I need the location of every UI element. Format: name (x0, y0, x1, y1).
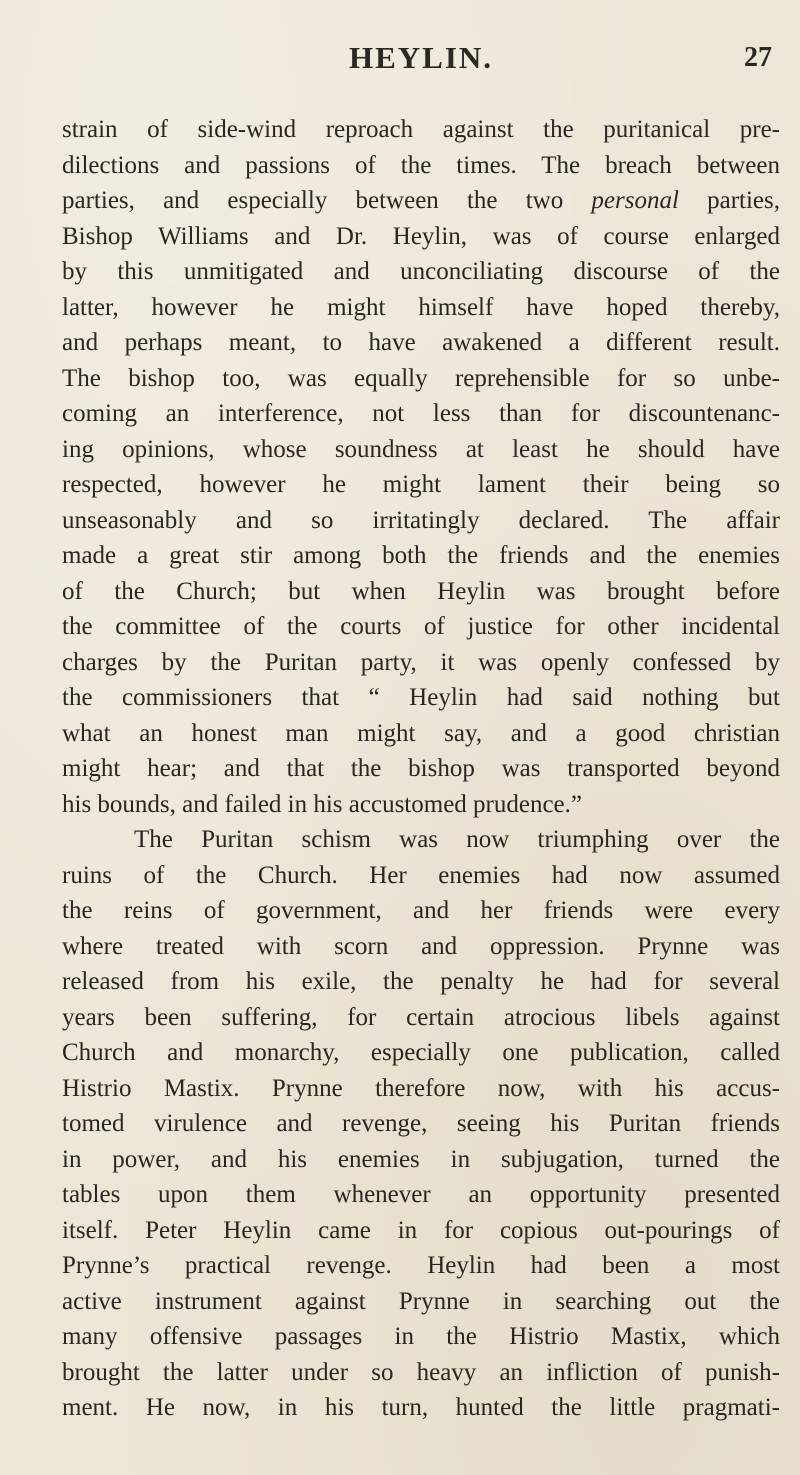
text-line: unseasonably and so irritatingly declared. The affair (62, 506, 780, 534)
text-line: ment. He now, in his turn, hunted the little pragmati- (62, 1394, 780, 1421)
text-line: Church and monarchy, especially one publication, called (62, 1039, 780, 1066)
text-line: the commissioners that “ Heylin had said nothing but (62, 684, 780, 711)
text-line: Prynne’s practical revenge. Heylin had been a most (62, 1252, 780, 1279)
text-line: The Puritan schism was now triumphing over the (134, 826, 780, 853)
text-line: charges by the Puritan party, it was openly confessed by (62, 648, 780, 676)
running-head (62, 40, 780, 86)
text-line: brought the latter under so heavy an infliction of punish- (62, 1358, 780, 1386)
text-line: made a great stir among both the friends and the enemies (62, 542, 780, 569)
text-line: in power, and his enemies in subjugation, turned the (62, 1145, 780, 1173)
text-line: where treated with scorn and oppression. Prynne was (62, 932, 780, 960)
text-line: Histrio Mastix. Prynne therefore now, with his accus- (62, 1074, 780, 1102)
body-text (62, 112, 780, 1426)
text-line: coming an interference, not less than for discountenanc- (62, 400, 780, 427)
text-line: latter, however he might himself have hoped thereby, (62, 293, 780, 321)
text-line: ing opinions, whose soundness at least he should have (62, 435, 780, 463)
text-line: respected, however he might lament their being so (62, 471, 780, 498)
book-page (62, 40, 780, 1426)
text-line: itself. Peter Heylin came in for copious out-pourings of (62, 1216, 780, 1244)
text-line: active instrument against Prynne in searching out the (62, 1287, 780, 1315)
text-line: dilections and passions of the times. The breach between (62, 151, 780, 179)
page-number: 27 (744, 42, 772, 73)
text-line: The bishop too, was equally reprehensible for so unbe- (62, 364, 780, 392)
text-line: tomed virulence and revenge, seeing his Puritan friends (62, 1110, 780, 1137)
text-line: ruins of the Church. Her enemies had now assumed (62, 861, 780, 889)
text-line: tables upon them whenever an opportunity presented (62, 1181, 780, 1208)
text-line: and perhaps meant, to have awakened a different result. (62, 329, 780, 356)
text-line: parties, and especially between the two personal parties, (62, 187, 780, 214)
text-line: many offensive passages in the Histrio Mastix, which (62, 1323, 780, 1350)
italic-word: personal (591, 187, 679, 214)
text-line: his bounds, and failed in his accustomed prudence.” (62, 790, 582, 818)
text-line: released from his exile, the penalty he had for several (62, 968, 780, 995)
text-line: the reins of government, and her friends were every (62, 897, 780, 924)
text-line: years been suffering, for certain atrocious libels against (62, 1003, 780, 1031)
text-line: by this unmitigated and unconciliating discourse of the (62, 258, 780, 285)
running-title: HEYLIN. (348, 40, 494, 75)
text-line: strain of side-wind reproach against the puritanical pre- (62, 116, 780, 143)
text-line: of the Church; but when Heylin was brought before (62, 577, 780, 605)
text-line: the committee of the courts of justice for other incidental (62, 613, 780, 640)
text-line: what an honest man might say, and a good christian (62, 719, 780, 747)
text-line: Bishop Williams and Dr. Heylin, was of course enlarged (62, 222, 780, 250)
text-line: might hear; and that the bishop was transported beyond (62, 755, 780, 782)
